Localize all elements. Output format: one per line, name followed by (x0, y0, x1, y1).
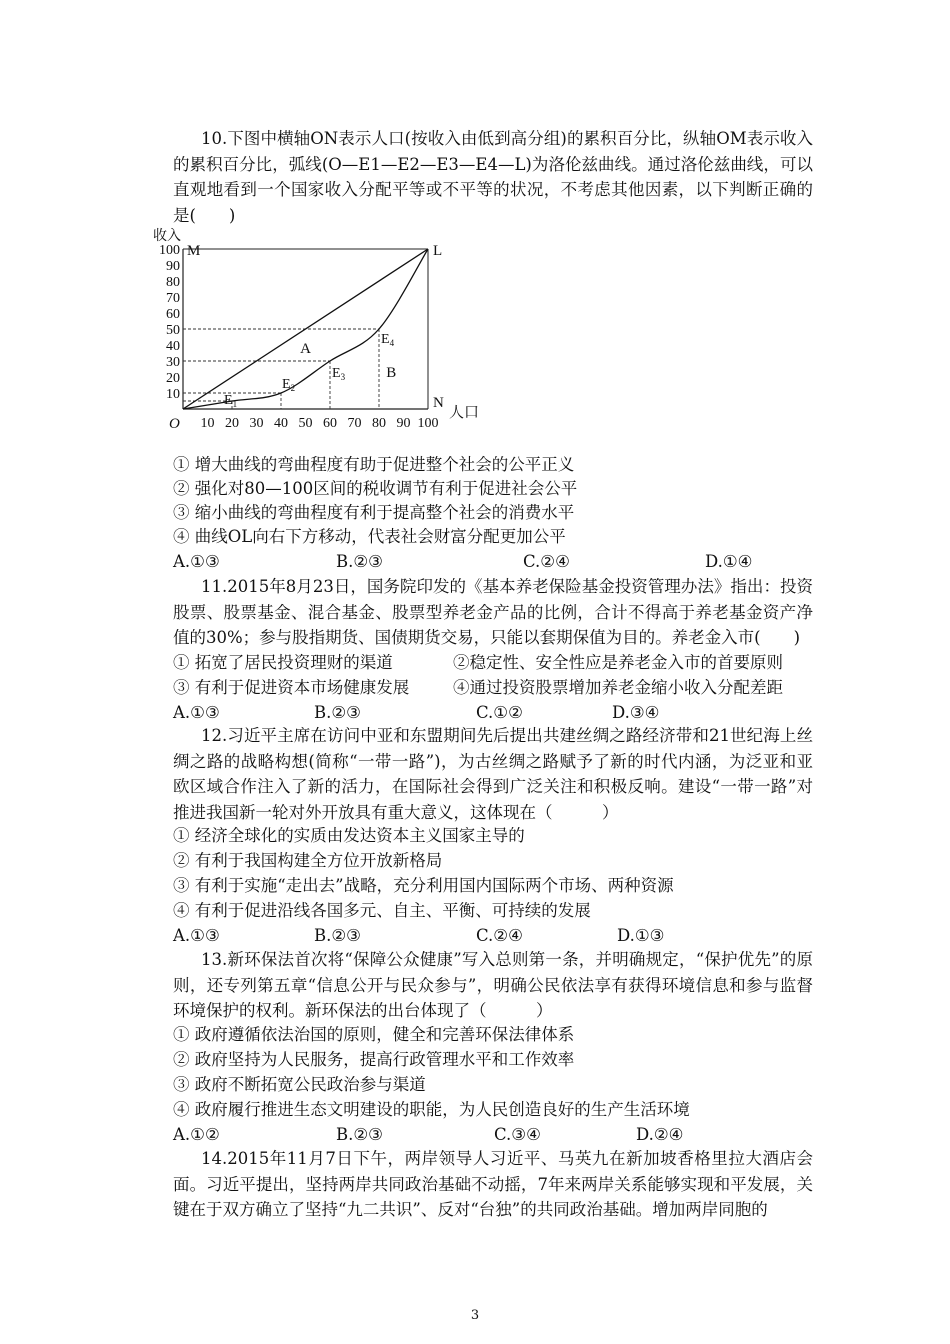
q12-statement-3: ③ 有利于实施“走出去”战略，充分利用国内国际两个市场、两种资源 (173, 876, 674, 895)
q12-statement-2: ② 有利于我国构建全方位开放新格局 (173, 851, 443, 870)
y-tick-label: 90 (166, 259, 180, 274)
q12-option-a[interactable]: A.①③ (173, 926, 220, 945)
region-label-a: A (300, 341, 311, 357)
x-tick-label: 50 (298, 416, 313, 431)
y-axis-label: 收入 (153, 229, 181, 244)
q12-statement-4: ④ 有利于促进沿线各国多元、自主、平衡、可持续的发展 (173, 901, 591, 920)
x-axis-letter: N (433, 395, 444, 411)
q11-stem: 11.2015年8月23日，国务院印发的《基本养老保险基金投资管理办法》指出：投资股票、股票基金、混合基金、股票型养老金产品的比例，合计不得高于养老基金资产净值的30%；参与股指期货、国债期货交易，只能以套期保值为目的。养老金入市( ) (173, 577, 813, 648)
q13-option-c[interactable]: C.③④ (494, 1125, 541, 1144)
q10-stem: 10.下图中横轴ON表示人口(按收入由低到高分组)的累积百分比，纵轴OM表示收入的累积百分比，弧线(O—E1—E2—E3—E4—L)为洛伦兹曲线。通过洛伦兹曲线，可以直观地看到一个国家收入分配平等或不平等的状况，不考虑其他因素，以下判断正确的是( ) (173, 129, 813, 225)
q13-statement-3: ③ 政府不断拓宽公民政治参与渠道 (173, 1075, 426, 1094)
q11-statement-4: ④通过投资股票增加养老金缩小收入分配差距 (453, 678, 783, 697)
x-tick-label: 30 (249, 416, 264, 431)
point-label-e4: $E_4$ (381, 332, 395, 348)
page-number: 3 (470, 1308, 480, 1323)
q11-statement-3: ③ 有利于促进资本市场健康发展 (173, 678, 410, 697)
x-tick-label: 10 (200, 416, 215, 431)
q13-stem: 13.新环保法首次将“保障公众健康”写入总则第一条，并明确规定，“保护优先”的原则，还专列第五章“信息公开与民众参与”，明确公民依法享有获得环境信息和参与监督环境保护的权利。新环保法的出台体现了（ ） (173, 950, 813, 1021)
q14-stem: 14.2015年11月7日下午，两岸领导人习近平、马英九在新加坡香格里拉大酒店会面。习近平提出，坚持两岸共同政治基础不动摇，7年来两岸关系能够实现和平发展，关键在于双方确立了坚持“九二共识”、反对“台独”的共同政治基础。增加两岸同胞的 (173, 1149, 813, 1220)
y-tick-label: 20 (166, 371, 180, 386)
q10-statement-4: ④ 曲线OL向右下方移动，代表社会财富分配更加公平 (173, 527, 566, 546)
y-tick-label: 30 (166, 355, 180, 370)
q13-option-d[interactable]: D.②④ (636, 1125, 684, 1144)
q13-statement-2: ② 政府坚持为人民服务，提高行政管理水平和工作效率 (173, 1050, 575, 1069)
q11-statement-2: ②稳定性、安全性应是养老金入市的首要原则 (453, 653, 783, 672)
q11-statement-1: ① 拓宽了居民投资理财的渠道 (173, 653, 393, 672)
y-tick-label: 100 (159, 243, 180, 258)
q10-option-c[interactable]: C.②④ (523, 552, 570, 571)
q13-option-b[interactable]: B.②③ (336, 1125, 383, 1144)
y-tick-label: 60 (166, 307, 180, 322)
x-tick-label: 90 (396, 416, 411, 431)
q10-option-b[interactable]: B.②③ (336, 552, 383, 571)
q12-option-b[interactable]: B.②③ (314, 926, 361, 945)
q10-statement-2: ② 强化对80—100区间的税收调节有利于促进社会公平 (173, 479, 578, 498)
point-label-e1: $E_1$ (224, 393, 238, 409)
q11-option-d[interactable]: D.③④ (612, 703, 660, 722)
region-label-b: B (386, 365, 397, 381)
q12-option-d[interactable]: D.①③ (617, 926, 665, 945)
q10-statement-1: ① 增大曲线的弯曲程度有助于促进整个社会的公平正义 (173, 455, 575, 474)
q10-option-a[interactable]: A.①③ (173, 552, 220, 571)
y-tick-label: 50 (166, 323, 180, 338)
q12-statement-1: ① 经济全球化的实质由发达资本主义国家主导的 (173, 826, 525, 845)
x-tick-label: 20 (225, 416, 239, 431)
x-axis-label: 人口 (449, 405, 480, 421)
y-axis-letter: M (187, 243, 201, 259)
x-tick-label: 80 (372, 416, 386, 431)
point-label-e3: $E_3$ (332, 366, 346, 382)
q11-option-b[interactable]: B.②③ (314, 703, 361, 722)
q11-option-c[interactable]: C.①② (476, 703, 523, 722)
x-tick-label: 40 (274, 416, 288, 431)
y-tick-label: 10 (166, 387, 180, 402)
q10-statement-3: ③ 缩小曲线的弯曲程度有利于提高整个社会的消费水平 (173, 503, 575, 522)
q13-statement-1: ① 政府遵循依法治国的原则，健全和完善环保法律体系 (173, 1025, 575, 1044)
q12-option-c[interactable]: C.②④ (476, 926, 523, 945)
y-tick-label: 40 (166, 339, 180, 354)
q13-option-a[interactable]: A.①② (173, 1125, 220, 1144)
q13-statement-4: ④ 政府履行推进生态文明建设的职能，为人民创造良好的生产生活环境 (173, 1100, 690, 1119)
q12-stem: 12.习近平主席在访问中亚和东盟期间先后提出共建丝绸之路经济带和21世纪海上丝绸之路的战略构想(简称“一带一路”)，为古丝绸之路赋予了新的时代内涵，为泛亚和亚欧区域合作注入了新的活力，在国际社会得到广泛关注和积极反响。建设“一带一路”对推进我国新一轮对外开放具有重大意义，这体现在（ ） (173, 726, 813, 822)
point-label-e2: $E_2$ (282, 377, 296, 393)
x-tick-label: 60 (323, 416, 337, 431)
x-tick-label: 100 (417, 416, 439, 431)
origin-label: O (169, 416, 180, 432)
lorenz-chart (153, 222, 480, 437)
y-tick-label: 80 (166, 275, 180, 290)
y-tick-label: 70 (166, 291, 180, 306)
q10-option-d[interactable]: D.①④ (705, 552, 753, 571)
x-tick-label: 70 (347, 416, 362, 431)
corner-label: L (433, 243, 443, 259)
q11-option-a[interactable]: A.①③ (173, 703, 220, 722)
